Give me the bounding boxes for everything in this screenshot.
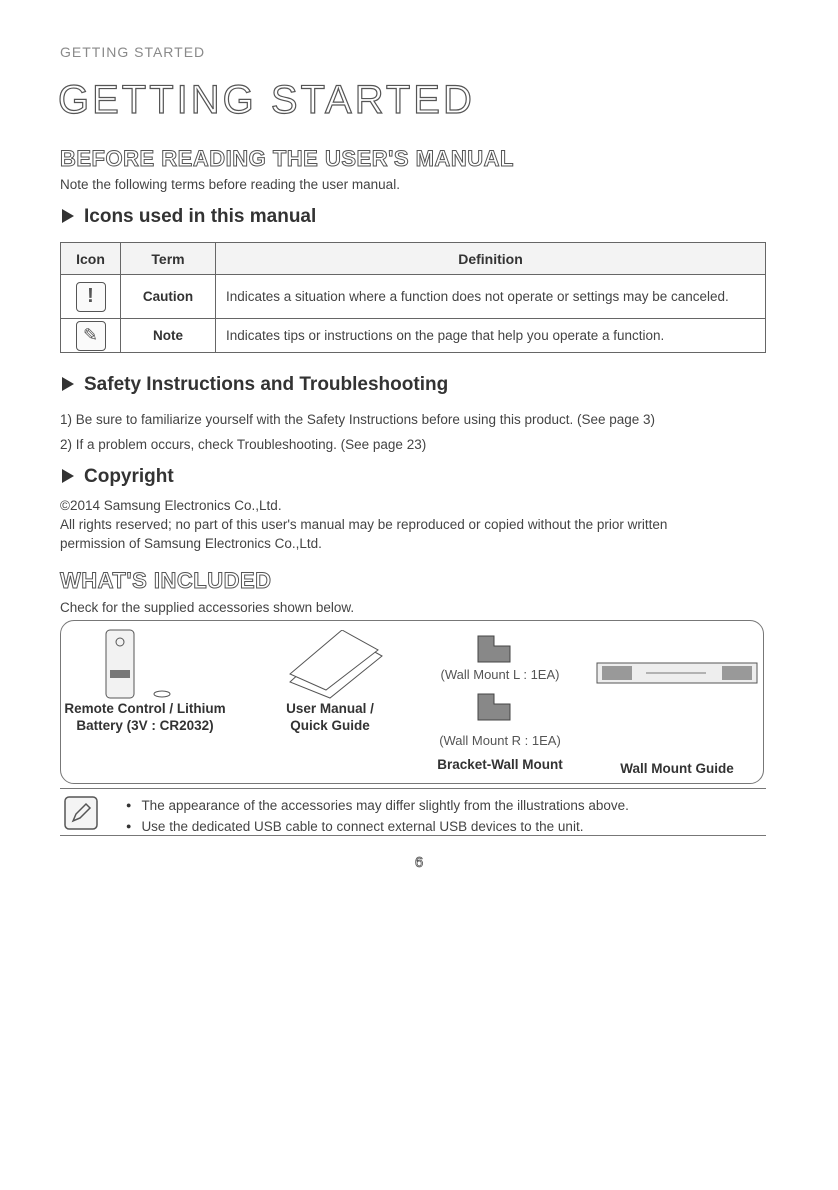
remote-control-icon: [104, 628, 184, 700]
remote-name-2: Battery (3V : CR2032): [76, 718, 214, 733]
notes-list: [126, 795, 629, 837]
triangle-bullet-icon: [62, 377, 74, 391]
term-cell: Note: [121, 319, 216, 353]
definition-cell: Indicates tips or instructions on the page that help you operate a function.: [216, 319, 766, 353]
before-reading-intro: Note the following terms before reading the user manual.: [60, 177, 400, 192]
page-number: 6: [414, 854, 424, 871]
remote-name-1: Remote Control / Lithium: [64, 701, 226, 716]
whats-included-title: WHAT'S INCLUDED: [60, 568, 272, 593]
bracket-name: Bracket-Wall Mount: [437, 757, 563, 772]
list-item: ● The appearance of the accessories may differ slightly from the illustrations above.: [126, 795, 629, 816]
wall-mount-guide-item: [590, 760, 764, 777]
wall-mount-right-label: (Wall Mount R : 1EA): [439, 733, 561, 748]
triangle-bullet-icon: [62, 469, 74, 483]
header-icon: Icon: [61, 243, 121, 275]
icons-section-title: [62, 206, 316, 228]
list-item: ● Use the dedicated USB cable to connect external USB devices to the unit.: [126, 816, 629, 837]
safety-item-1: 1) Be sure to familiarize yourself with the Safety Instructions before using this product. (See page 3): [60, 412, 656, 427]
remote-control-item: [60, 700, 230, 734]
wall-mount-right-icon: [474, 690, 514, 724]
safety-item-2: 2) If a problem occurs, check Troubleshooting. (See page 23): [60, 437, 427, 452]
header-definition: Definition: [216, 243, 766, 275]
note-icon: [64, 796, 98, 830]
table-row: [61, 319, 766, 353]
wall-mount-guide-name: Wall Mount Guide: [620, 761, 734, 776]
copyright-line-2: All rights reserved; no part of this user's manual may be reproduced or copied without the prior written: [60, 517, 668, 532]
wall-mount-guide-icon: [596, 662, 758, 684]
safety-section-title: [62, 374, 448, 396]
whats-included-intro: Check for the supplied accessories shown below.: [60, 600, 355, 615]
copyright-section-title-text: Copyright: [84, 466, 174, 487]
triangle-bullet-icon: [62, 209, 74, 223]
before-reading-title: BEFORE READING THE USER'S MANUAL: [60, 146, 514, 171]
note-icon: [76, 321, 106, 351]
wall-mount-left-label: (Wall Mount L : 1EA): [440, 667, 560, 682]
wall-mount-left-icon: [474, 632, 514, 666]
user-manual-name-1: User Manual /: [286, 701, 374, 716]
copyright-line-1: ©2014 Samsung Electronics Co.,Ltd.: [60, 498, 282, 513]
notes-box: [60, 788, 766, 836]
running-head: GETTING STARTED: [60, 44, 206, 60]
user-manual-name-2: Quick Guide: [290, 718, 370, 733]
icons-table: [60, 242, 766, 353]
term-cell: Caution: [121, 275, 216, 319]
user-manual-icon: [286, 630, 386, 700]
table-row: [61, 275, 766, 319]
user-manual-item: [250, 700, 410, 734]
caution-icon: [76, 282, 106, 312]
header-term: Term: [121, 243, 216, 275]
icons-table-header: [61, 243, 766, 275]
copyright-line-3: permission of Samsung Electronics Co.,Ltd.: [60, 536, 322, 551]
icon-cell: [61, 319, 121, 353]
icon-cell: [61, 275, 121, 319]
page-title: GETTING STARTED: [58, 78, 475, 122]
copyright-section-title: [62, 466, 174, 488]
bracket-wall-mount-item: [420, 756, 580, 773]
accessories-area: [60, 620, 764, 780]
definition-cell: Indicates a situation where a function does not operate or settings may be canceled.: [216, 275, 766, 319]
icons-section-title-text: Icons used in this manual: [84, 206, 317, 227]
safety-section-title-text: Safety Instructions and Troubleshooting: [84, 374, 449, 395]
